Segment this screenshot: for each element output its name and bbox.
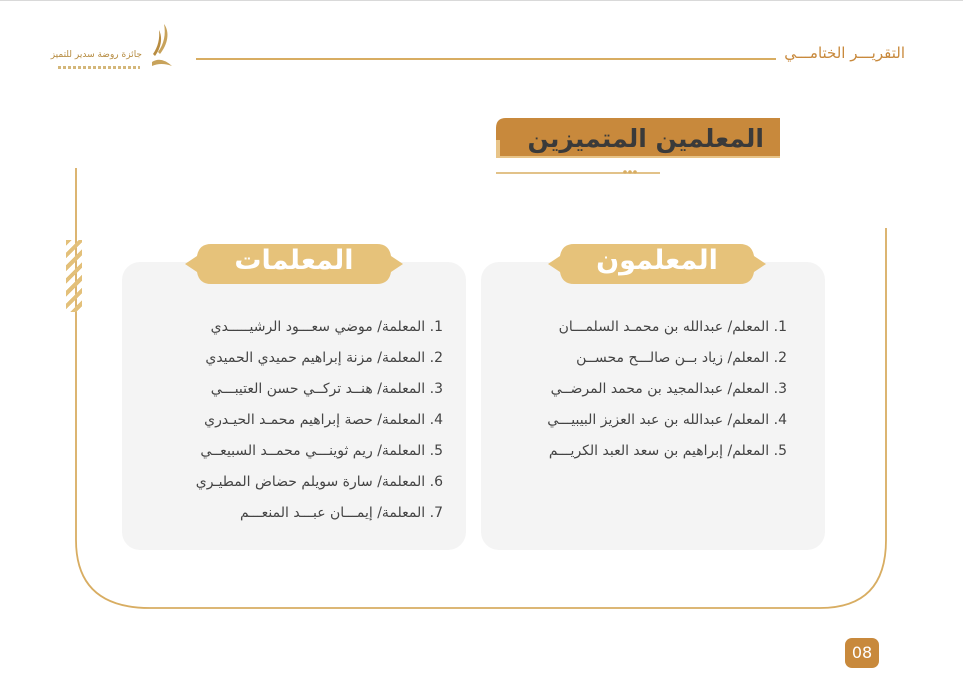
- list-item: 2. المعلمة/ مزنة إبراهيم حميدي الحميدي: [205, 350, 443, 366]
- list-item: 4. المعلمة/ حصة إبراهيم محمـد الحيـدري: [204, 412, 443, 428]
- list-item: 5. المعلم/ إبراهيم بن سعد العبد الكريـــم: [548, 443, 787, 459]
- male-teachers-list: [487, 316, 787, 471]
- female-teachers-heading-pill: [185, 240, 403, 288]
- female-teachers-list: [143, 316, 443, 533]
- list-item: 1. المعلم/ عبدالله بن محمـد السلمـــان: [558, 319, 787, 335]
- list-item: 7. المعلمة/ إيمـــان عبـــد المنعـــم: [240, 505, 443, 521]
- list-item: 6. المعلمة/ سارة سويلم حضاض المطيـري: [195, 474, 443, 490]
- list-item: 5. المعلمة/ ريم ثوينـــي محمــد السبيعــي: [200, 443, 443, 459]
- report-title: التقريـــر الختامـــي: [784, 44, 905, 62]
- logo-text: جائزة روضة سدير للتميز: [50, 50, 142, 60]
- page-number: 08: [845, 638, 879, 668]
- list-item: 4. المعلم/ عبدالله بن عبد العزيز البيبيـــي: [547, 412, 787, 428]
- female-teachers-heading: المعلمات: [234, 245, 354, 276]
- list-item: 2. المعلم/ زياد بــن صالـــح محســن: [576, 350, 787, 366]
- list-item: 1. المعلمة/ موضي سعـــود الرشيـــــدي: [210, 319, 443, 335]
- section-title: المعلمين المتميزين: [527, 124, 764, 153]
- list-item: 3. المعلمة/ هنــد تركــي حسن العتيبـــي: [210, 381, 443, 397]
- striped-ribbon-decoration: [66, 240, 82, 312]
- male-teachers-heading-pill: [548, 240, 766, 288]
- list-item: 3. المعلم/ عبدالمجيد بن محمد المرضــي: [550, 381, 787, 397]
- male-teachers-heading: المعلمون: [596, 245, 718, 276]
